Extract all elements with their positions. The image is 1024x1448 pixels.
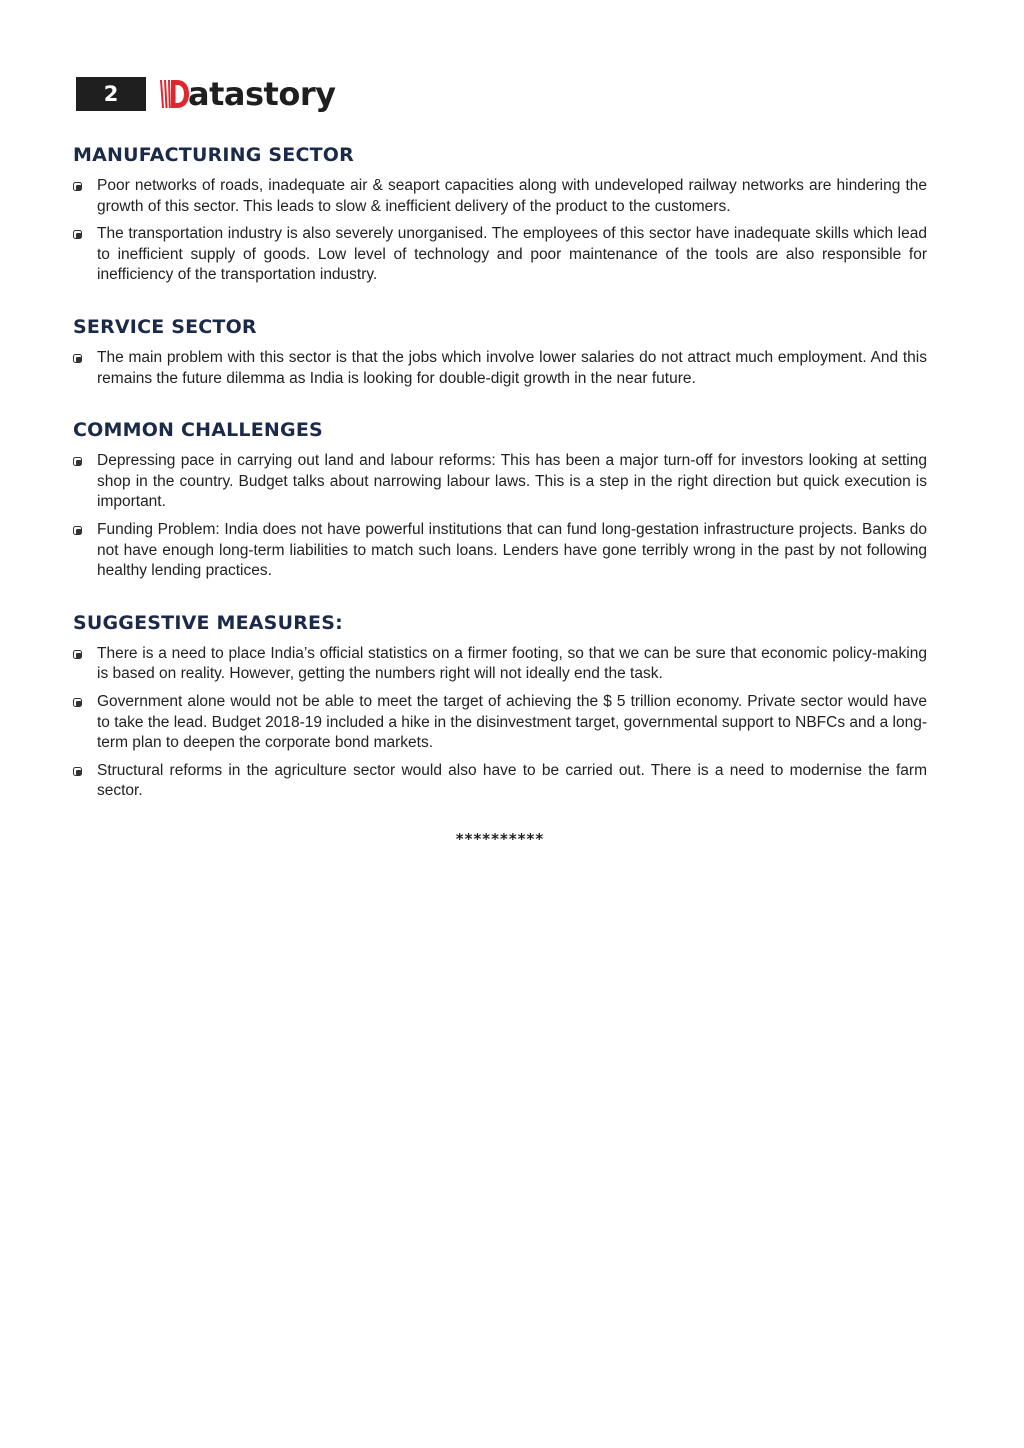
bullet-text: Funding Problem: India does not have powerful institutions that can fund long-gestation infrastructure projects. Banks do not have enough long-term liabilities to match such loans. Lenders have gone terribly wrong in the past by not following healthy lending practices. (97, 520, 927, 580)
section-title: SUGGESTIVE MEASURES: (73, 611, 343, 634)
list-item (73, 224, 927, 286)
bullet-icon (73, 767, 82, 776)
bullet-list (73, 451, 927, 582)
page-header (76, 76, 335, 112)
section-title: MANUFACTURING SECTOR (73, 144, 354, 166)
list-item (73, 644, 927, 685)
list-item (73, 451, 927, 513)
bullet-text: Depressing pace in carrying out land and labour reforms: This has been a major turn-off for investors looking at setting shop in the country. Budget talks about narrowing labour laws. This is a step in the right direction but quick execution is important. (97, 452, 927, 511)
bullet-list (73, 348, 927, 389)
page-number-badge (76, 77, 146, 111)
bullet-text: The transportation industry is also severely unorganised. The employees of this sector have inadequate skills which lead to inefficient supply of goods. Low level of technology and poor maintenance of the tools are also responsible for inefficiency of the transportation industry. (97, 225, 927, 284)
bullet-text: The main problem with this sector is that the jobs which involve lower salaries do not attract much employment. And this remains the future dilemma as India is looking for double-digit growth in the near future. (97, 348, 927, 387)
section-service (73, 314, 927, 389)
end-divider: ********** (455, 829, 545, 848)
bullet-icon (73, 182, 82, 191)
bullet-text: Government alone would not be able to meet the target of achieving the $ 5 trillion economy. Private sector would have to take the lead. Budget 2018-19 included a hike in the disinvestment target, governmental support to NBFCs and a long-term plan to deepen the corporate bond markets. (97, 692, 927, 752)
section-manufacturing (73, 142, 927, 286)
page-number: 2 (103, 82, 119, 106)
list-item (73, 520, 927, 582)
datastory-logo (158, 74, 335, 114)
logo-text: atastory (188, 75, 336, 113)
bullet-icon (73, 354, 82, 363)
section-suggestive-measures (73, 610, 927, 802)
bullet-icon (73, 457, 82, 466)
list-item (73, 761, 927, 802)
bullet-icon (73, 698, 82, 707)
document-body (73, 142, 927, 848)
bullet-icon (73, 650, 82, 659)
bullet-text: Structural reforms in the agriculture sector would also have to be carried out. There is a need to modernise the farm sector. (97, 761, 927, 800)
bullet-list (73, 644, 927, 802)
section-title: SERVICE SECTOR (73, 315, 257, 338)
list-item (73, 692, 927, 754)
bullet-text: Poor networks of roads, inadequate air & seaport capacities along with undeveloped railway networks are hindering the growth of this sector. This leads to slow & inefficient delivery of the product to the customers. (97, 177, 927, 215)
bullet-icon (73, 526, 82, 535)
bullet-text: There is a need to place India’s official statistics on a firmer footing, so that we can be sure that economic policy-making is based on reality. However, getting the numbers right will not ideally end the task. (97, 644, 927, 683)
list-item (73, 348, 927, 389)
section-title: COMMON CHALLENGES (73, 419, 323, 442)
list-item (73, 176, 927, 217)
logo-d-icon (158, 76, 190, 112)
bullet-icon (73, 230, 82, 239)
bullet-list (73, 176, 927, 286)
section-common-challenges (73, 417, 927, 582)
